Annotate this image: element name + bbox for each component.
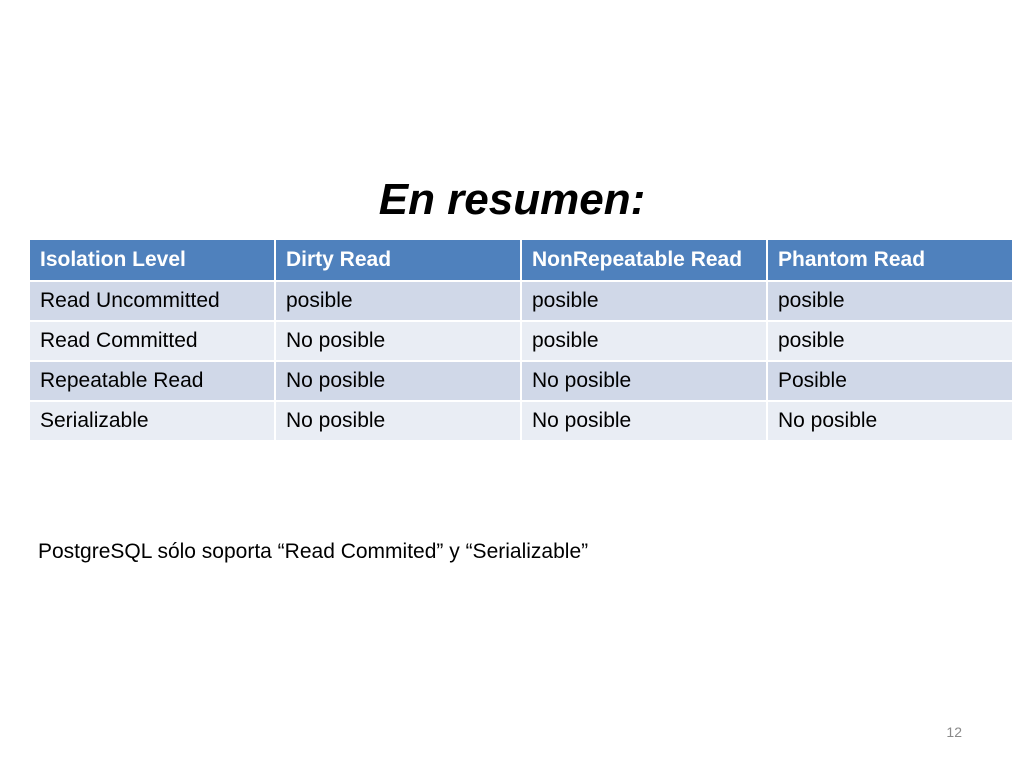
postgresql-note: PostgreSQL sólo soporta “Read Commited” y “Serializable” — [38, 540, 589, 563]
table-cell: posible — [521, 321, 767, 361]
header-phantom-read: Phantom Read — [767, 239, 1013, 281]
header-isolation-level: Isolation Level — [29, 239, 275, 281]
table-cell: No posible — [275, 401, 521, 441]
isolation-levels-table — [28, 238, 1014, 442]
table-cell: Serializable — [29, 401, 275, 441]
table-cell: Repeatable Read — [29, 361, 275, 401]
table-cell: No posible — [767, 401, 1013, 441]
table-cell: No posible — [275, 321, 521, 361]
table-cell: Posible — [767, 361, 1013, 401]
slide-title: En resumen: — [378, 175, 646, 224]
header-dirty-read: Dirty Read — [275, 239, 521, 281]
table-header-row — [29, 239, 1013, 281]
table-cell: Read Uncommitted — [29, 281, 275, 321]
table-cell: posible — [521, 281, 767, 321]
table-cell: posible — [767, 321, 1013, 361]
table-cell: No posible — [521, 361, 767, 401]
table-cell: No posible — [521, 401, 767, 441]
isolation-table-container — [28, 238, 1012, 442]
page-number: 12 — [946, 724, 962, 740]
table-row — [29, 321, 1013, 361]
table-row — [29, 401, 1013, 441]
table-cell: Read Committed — [29, 321, 275, 361]
table-cell: posible — [275, 281, 521, 321]
table-row — [29, 361, 1013, 401]
table-cell: No posible — [275, 361, 521, 401]
table-cell: posible — [767, 281, 1013, 321]
header-nonrepeatable-read: NonRepeatable Read — [521, 239, 767, 281]
table-row — [29, 281, 1013, 321]
